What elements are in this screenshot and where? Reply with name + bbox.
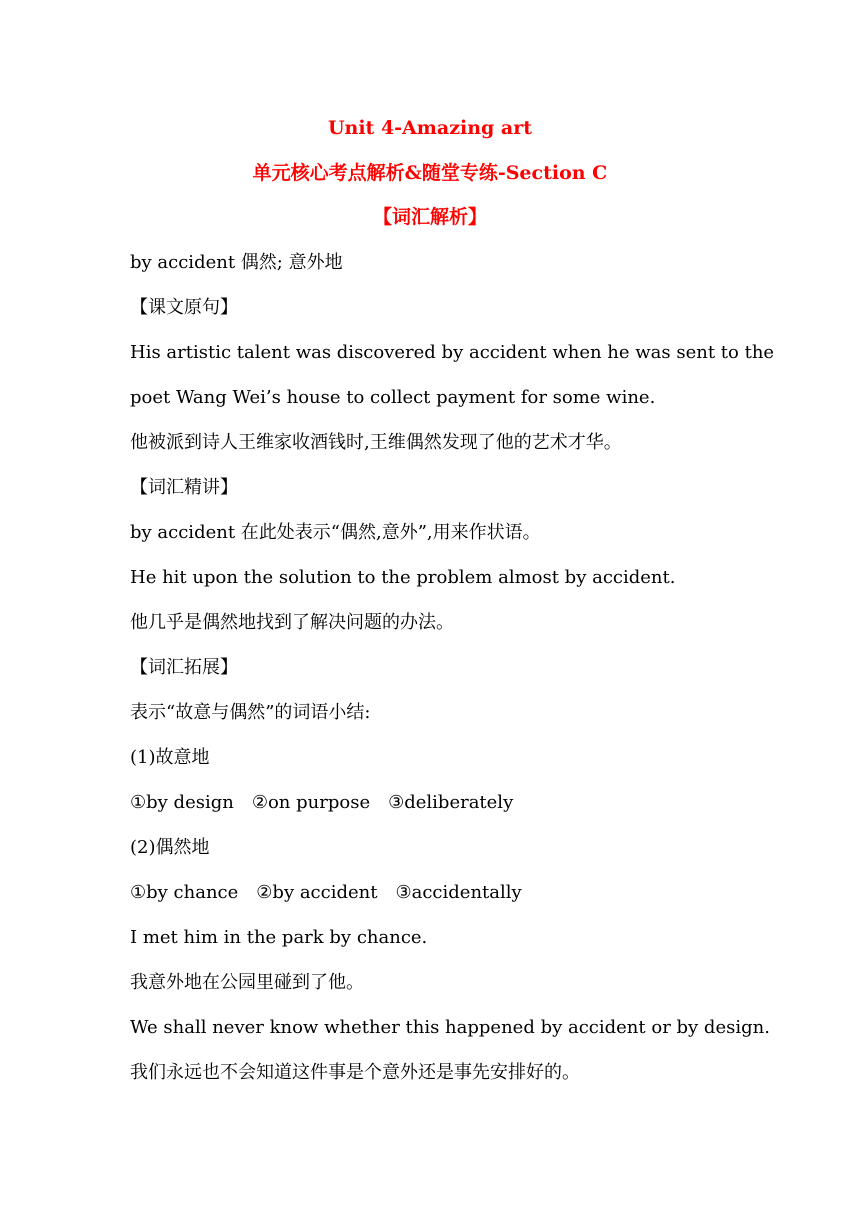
example-translation: 他几乎是偶然地找到了解决问题的办法。 [130,612,454,633]
section-heading: 【词汇解析】 [372,206,487,228]
original-sentence-line-2: poet Wang Wei’s house to collect payment for some wine. [130,387,656,408]
example-sentence: He hit upon the solution to the problem almost by accident. [130,567,676,588]
example-sentence-2: I met him in the park by chance. [130,927,428,948]
example-translation-3: 我们永远也不会知道这件事是个意外还是事先安排好的。 [130,1062,580,1083]
group-by-chance-heading: (2)偶然地 [130,837,210,858]
group-on-purpose-heading: (1)故意地 [130,747,210,768]
document-title: Unit 4-Amazing art [327,117,533,139]
group-by-chance-items: ①by chance ②by accident ③accidentally [130,882,522,903]
document-subtitle: 单元核心考点解析&随堂专练-Section C [252,162,608,184]
original-sentence-translation: 他被派到诗人王维家收酒钱时,王维偶然发现了他的艺术才华。 [130,432,622,453]
example-translation-2: 我意外地在公园里碰到了他。 [130,972,364,993]
label-original-sentence: 【课文原句】 [130,297,238,318]
label-vocab-extension: 【词汇拓展】 [130,657,238,678]
original-sentence-line-1: His artistic talent was discovered by accident when he was sent to the [130,342,775,363]
example-sentence-3: We shall never know whether this happened by accident or by design. [130,1017,770,1038]
extension-summary: 表示“故意与偶然”的词语小结: [130,702,371,723]
group-on-purpose-items: ①by design ②on purpose ③deliberately [130,792,514,813]
vocab-entry: by accident 偶然; 意外地 [130,252,343,273]
explanation-text: by accident 在此处表示“偶然,意外”,用来作状语。 [130,522,541,543]
label-vocab-explanation: 【词汇精讲】 [130,477,238,498]
